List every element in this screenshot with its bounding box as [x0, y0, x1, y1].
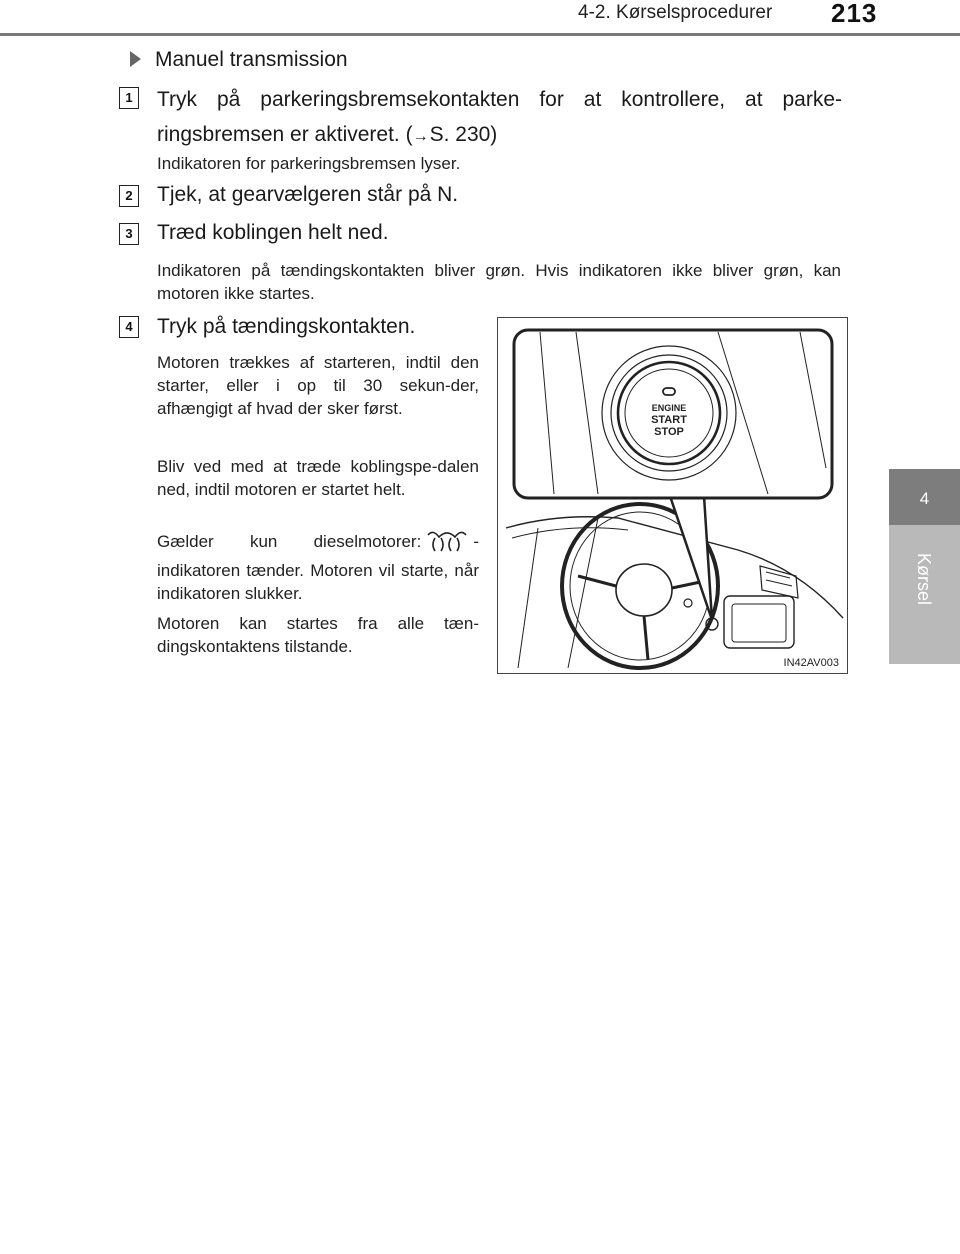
chapter-label: Kørsel	[914, 553, 934, 606]
step-number-3: 3	[119, 223, 139, 245]
step-number-1: 1	[119, 87, 139, 109]
page-number: 213	[831, 0, 878, 28]
triangle-bullet-icon	[130, 51, 141, 67]
step-2-text: Tjek, at gearvælgeren står på N.	[157, 183, 459, 206]
illustration-code: IN42AV003	[783, 657, 839, 669]
step-3-note: Indikatoren på tændingskontakten bliver grøn. Hvis indikatoren ikke bliver grøn, kan motoren ikke startes.	[157, 261, 841, 303]
chapter-tab-label-area	[889, 525, 960, 664]
engine-label: ENGINE	[651, 403, 687, 413]
glow-plug-indicator-icon	[425, 531, 469, 559]
header-divider	[0, 33, 960, 36]
step-4-note-4: Motoren kan startes fra alle tæn-dingskontaktens tilstande.	[157, 614, 479, 656]
start-label: START	[651, 414, 687, 426]
section-title	[130, 48, 348, 72]
step-4-note-2: Bliv ved med at træde koblingspe-dalen ned, indtil motoren er startet helt.	[157, 457, 479, 499]
step-1-text-prefix: ringsbremsen er aktiveret. (	[157, 123, 413, 146]
step-3-text: Træd koblingen helt ned.	[157, 221, 389, 244]
engine-start-illustration	[497, 317, 848, 674]
dashboard-drawing	[498, 318, 847, 673]
step-4-text: Tryk på tændingskontakten.	[157, 315, 416, 338]
page-reference-link[interactable]: S. 230)	[429, 123, 498, 146]
step-4-note-1: Motoren trækkes af starteren, indtil den starter, eller i op til 30 sekun-der, afhængigt af hvad der sker først.	[157, 353, 479, 418]
section-title-text: Manuel transmission	[155, 48, 348, 71]
diesel-prefix: Gælder kun dieselmotorer:	[157, 532, 422, 551]
diesel-note-text: -indikatoren tænder. Motoren vil starte, når indikatoren slukker.	[157, 532, 479, 603]
step-1-line-2	[157, 117, 497, 155]
step-1-note: Indikatoren for parkeringsbremsen lyser.	[157, 154, 461, 173]
stop-label: STOP	[654, 426, 684, 438]
chapter-number: 4	[919, 489, 930, 508]
step-number-2: 2	[119, 185, 139, 207]
step-4-note-3	[157, 530, 479, 605]
step-number-4: 4	[119, 316, 139, 338]
arrow-right-icon: →	[412, 128, 428, 145]
header-section-title: 4-2. Kørselsprocedurer	[578, 2, 773, 23]
step-1-line-1: Tryk på parkeringsbremsekontakten for at kontrollere, at parke-	[157, 88, 842, 111]
